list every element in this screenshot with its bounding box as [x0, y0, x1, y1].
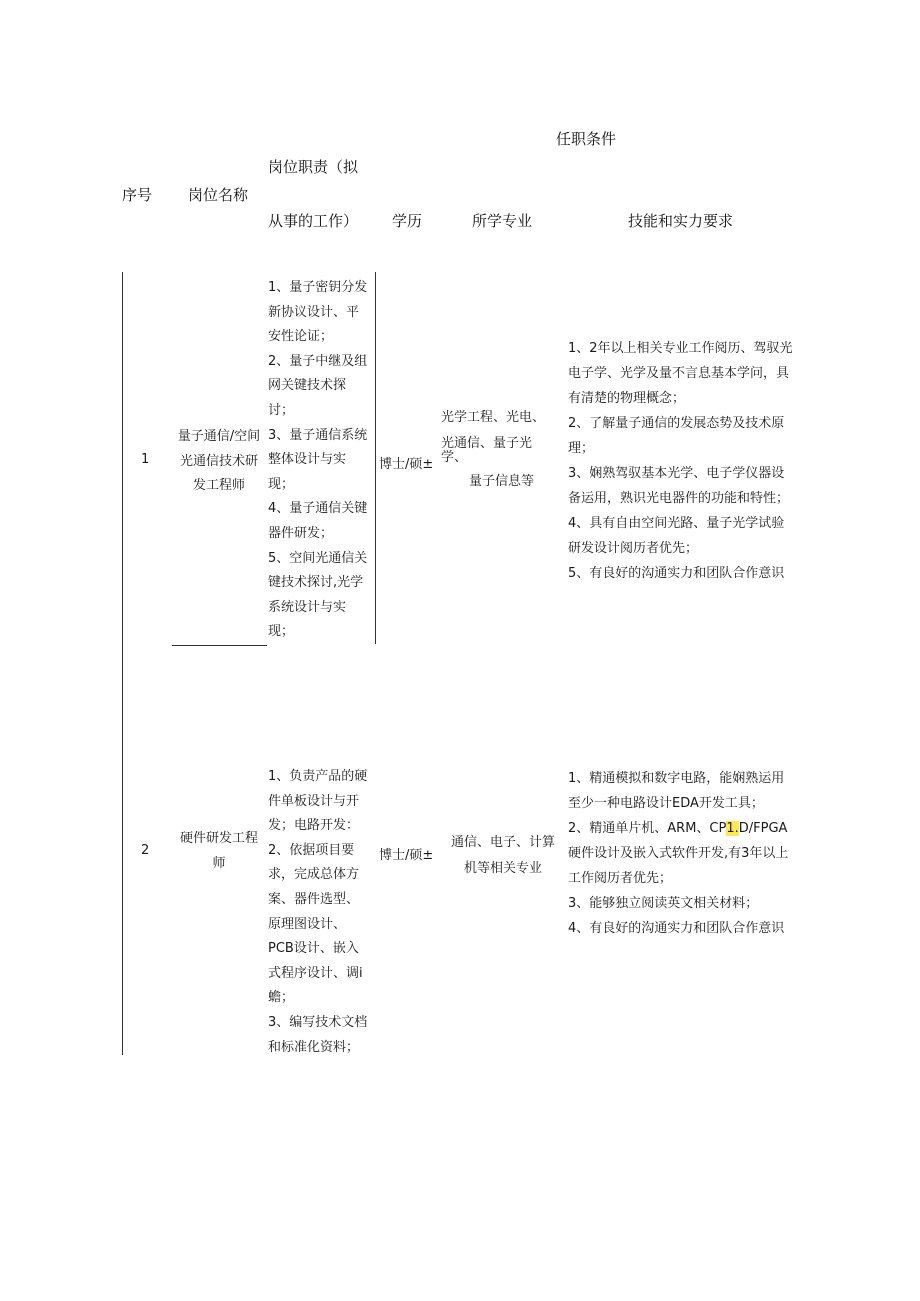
row1-duty-line: 整体设计与实 [268, 452, 347, 468]
row2-seq: 2 [141, 843, 150, 858]
row2-duty-line: 案、器件选型、 [268, 891, 360, 907]
row2-title-line: 硬件研发工程 [179, 831, 258, 846]
row2-skill-line: 至少一种电路设计EDA开发工具； [568, 796, 764, 811]
row1-skill-line: 研发设计阅历者优先； [568, 541, 699, 556]
row1-duties [268, 276, 374, 645]
header-title: 岗位名称 [188, 186, 249, 204]
row1-title-line: 光通信技术研 [179, 453, 258, 469]
row1-duty-line: 2、量子中继及组 [268, 353, 368, 369]
column-divider-duty-degree [375, 272, 376, 644]
table-left-border [122, 272, 123, 1055]
row2-title [170, 827, 268, 876]
row1-duty-line: 讨； [268, 402, 295, 418]
row-divider [172, 645, 267, 646]
row1-major-line: 光通信、量子光 [441, 436, 533, 451]
row2-degree: 博士/硕± [379, 848, 434, 863]
row1-duty-line: 新协议设计、平 [268, 304, 360, 320]
row2-duty-line: 和标准化资料； [268, 1039, 360, 1055]
row1-duty-line: 1、量子密钥分发 [268, 280, 368, 295]
row2-duties [268, 765, 374, 1060]
row2-skill-line: 1、精通模拟和数字电路，能娴熟运用 [568, 771, 785, 786]
row2-duty-line: 3、编写技术文档 [268, 1014, 368, 1030]
row2-skills [568, 766, 808, 941]
header-seq: 序号 [122, 186, 153, 204]
row1-title-line: 量子通信/空间 [177, 429, 261, 444]
row1-duty-line: 4、量子通信关键 [268, 501, 368, 517]
row2-major-line: 通信、电子、计算 [450, 835, 555, 850]
row2-duty-line: 蟾； [268, 990, 295, 1006]
header-major: 所学专业 [472, 212, 533, 230]
header-duty-line2: 从事的工作） [268, 212, 359, 230]
row1-duty-line: 键技术探讨,光学 [268, 575, 364, 591]
row1-duty-line: 现； [268, 624, 295, 640]
row1-major-line: 光学工程、光电、 [441, 410, 546, 425]
row2-major-line: 机等相关专业 [463, 861, 542, 876]
row2-duty-line: 原理图设计、 [268, 916, 347, 932]
row2-major [444, 830, 562, 882]
row1-degree: 博士/硕± [379, 457, 434, 472]
row2-skill-line: 工作阅历者优先； [568, 871, 673, 886]
row2-duty-line: 2、依据项目要 [268, 842, 355, 858]
row1-duty-line: 器件研发； [268, 525, 334, 541]
row1-skill-line: 1、2年以上相关专业工作阅历、驾驭光 [568, 341, 793, 356]
row1-skill-line: 电子学、光学及量不言息基本学问，具 [568, 366, 790, 381]
row2-skill-line: 4、有良好的沟通实力和团队合作意识 [568, 921, 785, 936]
row2-skill-text: 2、精通单片机、ARM、CP [568, 821, 727, 836]
row2-skill-line: 3、能够独立阅读英文相关材料； [568, 896, 759, 911]
row1-skill-line: 理； [568, 441, 595, 456]
row1-duty-line: 安性论证； [268, 329, 334, 345]
row1-skill-line: 5、有良好的沟通实力和团队合作意识 [568, 566, 785, 581]
header-requirements: 任职条件 [556, 130, 617, 148]
row1-major [441, 405, 551, 495]
header-degree: 学历 [392, 212, 423, 230]
row2-skill-text: D/FPGA [738, 821, 788, 836]
row1-duty-line: 系统设计与实 [268, 599, 347, 615]
header-skills: 技能和实力要求 [628, 212, 734, 230]
row1-skill-line: 有清楚的物理概念； [568, 391, 686, 406]
row1-duty-line: 3、量子通信系统 [268, 427, 368, 443]
row2-duty-line: 发；电路开发： [268, 818, 360, 834]
row2-duty-line: PCB设计、嵌入 [268, 941, 359, 957]
row1-duty-line: 5、空间光通信关 [268, 550, 368, 566]
row1-major-line: 学、 [441, 450, 468, 465]
row1-title-line: 发工程师 [192, 478, 245, 494]
row2-duty-line: 1、负责产品的硬 [268, 769, 368, 784]
row1-title [170, 425, 268, 499]
row2-duty-line: 式程序设计、调i [268, 965, 363, 981]
highlighted-text: 1. [726, 821, 739, 836]
header-duty-line1: 岗位职责（拟 [268, 158, 359, 176]
row1-skill-line: 备运用，熟识光电器件的功能和特性； [568, 491, 790, 506]
row1-skill-line: 2、了解量子通信的发展态势及技术原 [568, 416, 785, 431]
row2-title-line: 师 [212, 855, 226, 871]
row2-duty-line: 件单板设计与开 [268, 793, 360, 809]
row1-skill-line: 4、具有自由空间光路、量子光学试验 [568, 516, 785, 531]
row2-skill-line: 硬件设计及嵌入式软件开发,有3年以上 [568, 846, 789, 861]
row2-skill-line [568, 816, 808, 841]
row1-skill-line: 3、娴熟驾驭基本光学、电子学仪器设 [568, 466, 785, 481]
row1-duty-line: 网关键技术探 [268, 378, 347, 394]
row1-skills [568, 336, 808, 586]
row2-duty-line: 求，完成总体方 [268, 867, 360, 883]
row1-seq: 1 [141, 452, 150, 467]
row1-major-line: 量子信息等 [469, 474, 535, 489]
row1-duty-line: 现； [268, 476, 295, 492]
